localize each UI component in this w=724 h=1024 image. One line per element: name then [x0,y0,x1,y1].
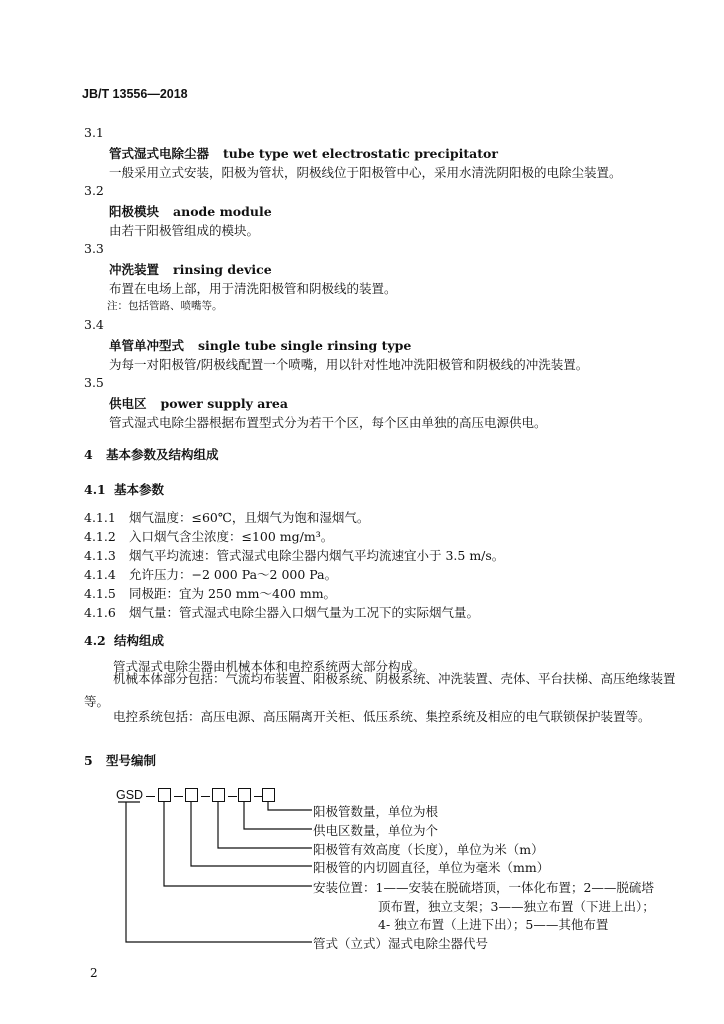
term-definition: 一般采用立式安装，阳极为管状，阴极线位于阳极管中心，采用水清洗阴阳极的电除尘装置。 [109,165,622,180]
term-en: power supply area [160,396,288,411]
section-heading: 5 型号编制 [84,753,157,768]
term-zh: 管式湿式电除尘器 [109,146,210,161]
paragraph: 机械本体部分包括：气流均布装置、阳极系统、阴极系统、冲洗装置、壳体、平台扶梯、高压绝缘装置等。 [84,671,676,709]
term-en: rinsing device [173,262,272,277]
term-number: 3.3 [84,241,104,256]
diagram-label: 阳极管有效高度（长度），单位为米（m） [313,842,544,857]
term-number: 3.5 [84,375,104,390]
diagram-label: 4- 独立布置（上进下出）；5——其他布置 [378,917,609,932]
section-heading: 4 基本参数及结构组成 [84,447,219,462]
diagram-label: 阳极管的内切圆直径，单位为毫米（mm） [313,860,550,875]
diagram-label: 安装位置：1——安装在脱硫塔顶，一体化布置；2——脱硫塔 [313,880,654,895]
list-item: 4.1.5 同极距：宜为 250 mm～400 mm。 [84,586,337,601]
diagram-label: 管式（立式）湿式电除尘器代号 [313,936,489,951]
page-number: 2 [90,966,98,980]
standard-code: JB/T 13556—2018 [82,87,188,101]
list-item: 4.1.4 允许压力：−2 000 Pa～2 000 Pa。 [84,567,338,582]
term-en: tube type wet electrostatic precipitator [223,146,498,161]
term-en: single tube single rinsing type [198,338,412,353]
term-definition: 布置在电场上部，用于清洗阳极管和阴极线的装置。 [109,281,397,296]
term-definition: 管式湿式电除尘器根据布置型式分为若干个区，每个区由单独的高压电源供电。 [109,415,547,430]
diagram-label: 顶布置，独立支架；3——独立布置（下进上出）； [378,899,655,914]
model-prefix: GSD [116,788,144,802]
paragraph: 管式湿式电除尘器由机械本体和电控系统两大部分构成。 [113,659,426,674]
term-note: 注：包括管路、喷嘴等。 [107,300,223,312]
subsection-heading: 4.2 结构组成 [84,633,165,648]
term-zh: 阳极模块 [109,204,160,219]
list-item: 4.1.6 烟气量：管式湿式电除尘器入口烟气量为工况下的实际烟气量。 [84,605,480,620]
paragraph: 电控系统包括：高压电源、高压隔离开关柜、低压系统、集控系统及相应的电气联锁保护装置等。 [113,709,651,724]
term-number: 3.2 [84,183,104,198]
list-item: 4.1.3 烟气平均流速：管式湿式电除尘器内烟气平均流速宜小于 3.5 m/s。 [84,548,505,563]
diagram-label: 供电区数量，单位为个 [313,823,439,838]
term-zh: 供电区 [109,396,147,411]
term-definition: 由若干阳极管组成的模块。 [109,223,260,238]
term-definition: 为每一对阳极管/阴极线配置一个喷嘴，用以针对性地冲洗阳极管和阴极线的冲洗装置。 [109,357,589,372]
subsection-heading: 4.1 基本参数 [84,482,165,497]
list-item: 4.1.2 入口烟气含尘浓度：≤100 mg/m³。 [84,529,334,544]
term-en: anode module [173,204,272,219]
term-number: 3.1 [84,125,104,140]
term-zh: 冲洗装置 [109,262,160,277]
list-item: 4.1.1 烟气温度：≤60℃，且烟气为饱和湿烟气。 [84,510,370,525]
diagram-label: 阳极管数量，单位为根 [313,804,439,819]
term-number: 3.4 [84,317,104,332]
term-zh: 单管单冲型式 [109,338,185,353]
